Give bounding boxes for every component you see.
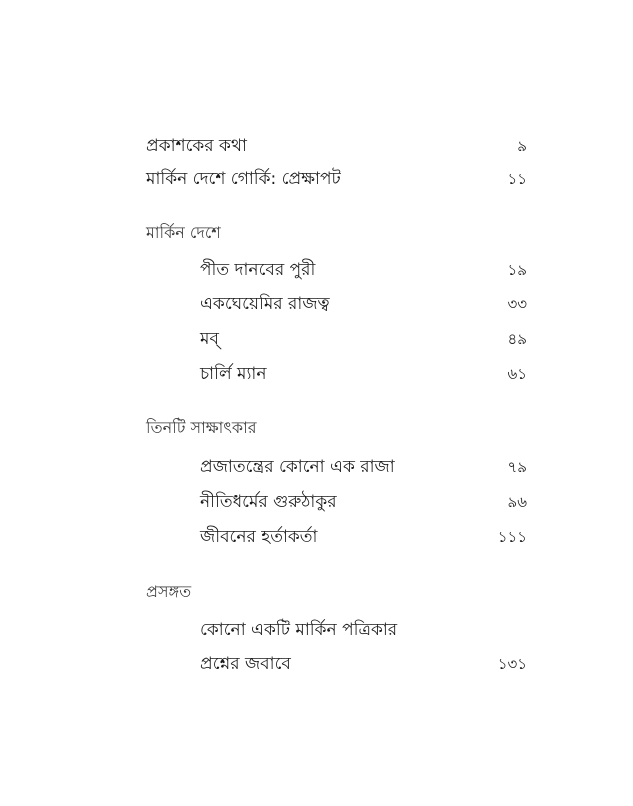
toc-entry-title: প্রশ্নের জবাবে [200,654,291,674]
toc-entry-page: ১১১ [497,528,527,546]
toc-entry-page: ৩৩ [507,295,527,313]
toc-entry-page: ৪৯ [507,330,527,348]
toc-entry [0,360,633,388]
toc-entry-title: নীতিধর্মের গুরুঠাকুর [200,492,337,512]
toc-entry-title: কোনো একটি মার্কিন পত্রিকার [200,620,398,640]
toc-entry-page: ৯ [517,137,527,155]
toc-entry-page: ৭৯ [507,458,527,476]
toc-entry-page: ১৯ [507,261,527,279]
toc-entry-page: ১৩১ [497,655,527,673]
toc-entry [0,523,633,551]
toc-section-heading: মার্কিন দেশে [146,223,221,242]
toc-entry-title: প্রকাশকের কথা [146,136,247,156]
toc-entry-publisher-note [0,132,633,160]
toc-entry-page: ৯৬ [507,493,527,511]
toc-entry-title: চার্লি ম্যান [200,364,267,384]
toc-entry [0,650,633,678]
toc-entry [0,325,633,353]
toc-entry-title: প্রজাতন্ত্রের কোনো এক রাজা [200,457,395,477]
toc-entry [0,256,633,284]
toc-entry-background [0,165,633,193]
toc-entry [0,290,633,318]
toc-entry-title: মব্ [200,329,219,349]
toc-section-heading: প্রসঙ্গত [146,582,192,601]
toc-entry [0,488,633,516]
toc-entry-page: ১১ [507,170,527,188]
toc-section-heading: তিনটি সাক্ষাৎকার [146,418,257,437]
toc-entry-title: জীবনের হর্তাকর্তা [200,527,318,547]
toc-entry [0,453,633,481]
toc-entry [0,616,633,644]
toc-entry-page: ৬১ [507,365,527,383]
toc-entry-title: মার্কিন দেশে গোর্কি: প্রেক্ষাপট [146,169,341,189]
toc-entry-title: পীত দানবের পুরী [200,260,316,280]
toc-entry-title: একঘেয়েমির রাজত্ব [200,294,330,314]
